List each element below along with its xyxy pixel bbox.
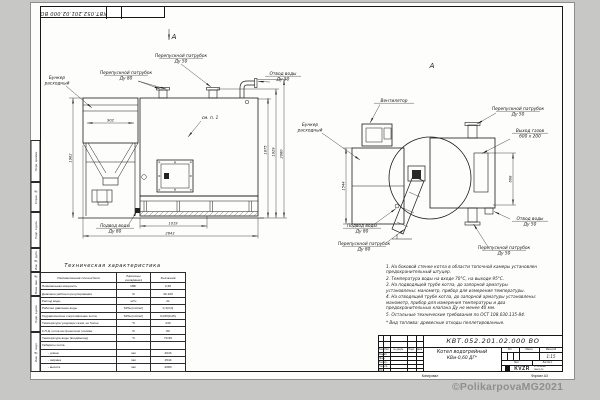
label-bypass50-bottom: Перепускной патрубок (477, 246, 531, 251)
col-header: Наименование показателя (41, 273, 117, 283)
label-bypass50-dn: Ду 50 (174, 59, 188, 65)
label-water-out-side-dn: Ду 50 (523, 222, 537, 228)
stamp-doc-number: КВТ.052.201.02.000 ВО (446, 337, 540, 345)
param-unit: м³/ч (117, 297, 151, 304)
dim-608: 608 (508, 175, 513, 183)
param-unit: мм (117, 349, 151, 356)
param-unit: мм (117, 356, 151, 363)
label-water-in-side-dn: Ду 80 (355, 229, 369, 235)
label-gas-size: 600 х 200 (519, 134, 541, 140)
hopper-front (83, 98, 138, 216)
stamp-lit-label: Лит. (507, 348, 513, 351)
table-row (41, 283, 186, 290)
stamp-scale-label: Масштаб (545, 348, 557, 351)
furnace-door (142, 160, 193, 192)
param-name: Температура уходящих газов, не более (41, 319, 117, 326)
table-row (41, 349, 186, 356)
param-name: Гидравлическое сопротивление котла (41, 312, 117, 319)
param-value: 70-95 (151, 334, 186, 341)
margin-cell: Подп. и дата (31, 212, 41, 248)
label-gas-out: Выход газов (515, 129, 545, 134)
margin-cell: Подп. и дата (31, 296, 41, 332)
table-row (41, 297, 186, 304)
param-unit: МПа (кгс/см²) (117, 312, 151, 319)
param-name: Номинальная мощность (41, 283, 117, 290)
stamp-divider (378, 341, 423, 342)
param-value: 0,60 (151, 283, 186, 290)
side-view-letter: А (429, 62, 435, 70)
stamp-sheets-label: Листов 1 (542, 360, 553, 364)
param-unit: % (117, 327, 151, 334)
kvzr-logo-sub1: КОТЕЛЬНЫЙ (534, 365, 546, 368)
dim-1875: 1875 (263, 145, 268, 155)
param-value: 2080 (151, 364, 186, 371)
param-name: - длина (41, 349, 117, 356)
note-line: 4. На отводящей трубе котла, до запорной арматуры установлены: манометр, прибор для измерения температуры и два предохранительных клапана Ду не менее 40 мм. (386, 294, 537, 311)
label-bunker-side-line2: расходный (297, 128, 323, 134)
dim-2643: 2643 (165, 231, 175, 236)
param-name: Габариты котла (41, 342, 117, 349)
table-header-row (41, 273, 186, 283)
margin-cell: Инв. № подл. (31, 332, 41, 372)
label-water-in-dn: Ду 80 (108, 229, 122, 235)
label-bypass50-top: Перепускной патрубок (491, 107, 545, 112)
note-line: 5. Остальные технические требования по ОСТ 108.030.135-84. (386, 311, 526, 317)
stamp-divider (507, 352, 508, 360)
copied-label: Копировал (421, 374, 439, 378)
technical-notes (386, 264, 538, 327)
stamp-docnum-label: № докум. (393, 348, 404, 351)
param-unit (117, 342, 151, 349)
label-water-in: Подвод воды (100, 224, 130, 229)
label-water-in-side: Подвод воды (347, 224, 377, 229)
param-unit: % (117, 290, 151, 297)
param-name: Температура воды (вход/выход) (41, 334, 117, 341)
stamp-podp-label: Подп. (408, 348, 415, 351)
param-name: Диапазон рабочего регулирования (41, 290, 117, 297)
param-name: Расход воды (41, 297, 117, 304)
note-line: 2. Температура воды на входе 70°С, на выходе 95°С. (386, 275, 505, 281)
dim-2080: 2080 (279, 149, 284, 159)
label-water-out-side: Отвод воды (516, 217, 544, 222)
margin-cell: Справ. № (31, 182, 41, 212)
param-name: - ширина (41, 356, 117, 363)
label-see-item: см. п. 1 (201, 116, 219, 121)
dim-1019: 1019 (168, 221, 178, 226)
margin-cell: Взам. инв. № (31, 272, 41, 296)
boiler-front-body (140, 79, 258, 197)
label-bunker-line1: Бункер (48, 76, 66, 81)
watermark: ©PolikarpovaMG2021 (452, 381, 564, 393)
label-bunker-side-line1: Бункер (301, 123, 319, 128)
label-bypass80-side-dn: Ду 80 (357, 247, 371, 253)
format-label: Формат А3 (531, 374, 548, 378)
label-fan: Вентилятор (380, 99, 408, 104)
fuel-note: * Вид топлива: древесные отходы пеллетированные. (386, 320, 505, 326)
table-row (41, 342, 186, 349)
param-name: Рабочее давление воды (41, 305, 117, 312)
param-value: 2643 (151, 349, 186, 356)
stamp-product-name-line2: КВм-0,60 ДГ* (446, 355, 478, 361)
stamp-divider (378, 368, 423, 369)
note-line: 1. На боковой стенке котла в области топочной камеры установлен предохранительный штуцер. (386, 264, 538, 275)
kvzr-logo-icon (505, 366, 510, 371)
param-value: 1544 (151, 356, 186, 363)
param-unit: мм (117, 364, 151, 371)
front-view-letter: А (171, 33, 177, 41)
stamp-role-utv: Утв. (378, 368, 384, 372)
col-header: Значение (151, 273, 186, 283)
label-bunker-line2: расходный (44, 81, 70, 87)
label-water-out: Отвод воды (269, 72, 297, 77)
stamp-divider (513, 352, 514, 360)
param-value: 0,025(0,25) (151, 312, 186, 319)
table-row (41, 312, 186, 319)
table-row (41, 290, 186, 297)
dim-1544: 1544 (341, 181, 346, 191)
param-value: 80 (151, 327, 186, 334)
divider (106, 7, 107, 19)
param-unit: МВт (117, 283, 151, 290)
param-unit: МПа (кгс/см²) (117, 305, 151, 312)
divider (121, 7, 122, 19)
stamp-mass-label: Масса (525, 348, 533, 351)
tech-characteristics-table (40, 272, 186, 372)
param-value: 21 (151, 297, 186, 304)
fan (362, 124, 392, 146)
stamp-sheet-label: Лист (513, 360, 520, 364)
hopper-side (352, 148, 404, 224)
margin-cell: Перв. примен. (31, 140, 41, 182)
boiler-side-body (389, 123, 495, 226)
param-unit: °С (117, 319, 151, 326)
base-frame-front (78, 196, 264, 218)
stamp-role-tkontr: Т.контр. (378, 360, 388, 364)
drawing-views (40, 20, 563, 264)
param-name: К.П.Д. котла на проектном топливе (41, 327, 117, 334)
top-doc-number: КВТ.052.201.02.000 ВО (40, 10, 107, 16)
stamp-list-label: Лист (384, 348, 390, 351)
param-value: 30-100 (151, 290, 186, 297)
param-value: 230 (151, 319, 186, 326)
stamp-izm-label: Изм. (378, 348, 384, 351)
table-row (41, 364, 186, 371)
param-unit: °С (117, 334, 151, 341)
label-bypass50: Перепускной патрубок (154, 54, 208, 59)
note-line: 3. На подводящей трубе котла, до запорной арматуры установлены: манометр, прибор для измерения температуры. (386, 282, 525, 293)
kvzr-logo-sub2: ЗАВОД.РФ (534, 368, 544, 371)
table-row (41, 334, 186, 341)
stamp-role-nkontr: Н.контр. (378, 364, 388, 368)
col-header: Единицы измерения (117, 273, 151, 283)
label-bypass80-dn: Ду 80 (119, 76, 133, 82)
table-row (41, 356, 186, 363)
label-water-out-dn: Ду 50 (276, 77, 290, 83)
table-row (41, 319, 186, 326)
table-title: Техническая характеристика (64, 263, 161, 269)
stamp-product-name-line1: Котел водогрейный (436, 349, 488, 355)
stamp-role-razrab: Разраб. (378, 352, 388, 356)
param-name: - высота (41, 364, 117, 371)
label-bypass80-side: Перепускной патрубок (337, 242, 391, 247)
label-bypass50-bottom-dn: Ду 50 (497, 251, 511, 257)
margin-cell: Инв. № дубл. (31, 248, 41, 272)
table-row (41, 305, 186, 312)
dim-hopper-width: 902 (107, 118, 114, 123)
stamp-scale-value: 1:15 (546, 353, 556, 359)
stamp-role-prov: Пров. (378, 356, 385, 360)
table-row (41, 327, 186, 334)
kvzr-logo-text: KVZR (514, 365, 530, 372)
label-bypass80: Перепускной патрубок (99, 71, 153, 76)
top-doc-number-stamp (40, 6, 165, 18)
dim-left-height: 1962 (68, 153, 73, 163)
param-value (151, 342, 186, 349)
param-value: 0,3(3,0) (151, 305, 186, 312)
dim-1929: 1929 (271, 147, 276, 157)
stamp-data-label: Дата (416, 348, 423, 351)
label-bypass50-top-dn: Ду 50 (511, 112, 525, 118)
